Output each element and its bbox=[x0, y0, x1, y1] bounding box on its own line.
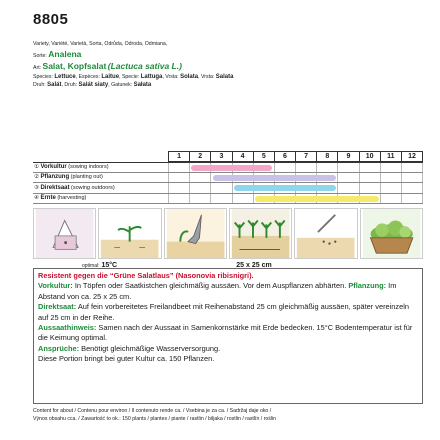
month-6: 6 bbox=[275, 151, 296, 162]
content-footer: Content for about / Contenu pour environ / Il contenuto rende ca. / Vsebina je za ca. / Sadržaj daje oko / Výnos obsahu cca. / Zawartość to ok.: 150 plants / plantes / piante / rastlin / biljaka / rostlin / rastlín / roślin bbox=[33, 408, 277, 422]
species-name: Salat, Kopfsalat bbox=[42, 60, 107, 71]
month-1: 1 bbox=[168, 151, 190, 162]
planting-trowel-icon bbox=[164, 208, 227, 259]
month-12: 12 bbox=[402, 151, 423, 162]
plant-spacing-icon bbox=[229, 208, 292, 259]
month-8: 8 bbox=[317, 151, 338, 162]
month-11: 11 bbox=[381, 151, 402, 162]
druh-row: Druh: Salát, Druh: Šalát siaty, Gatunek: Sałata bbox=[33, 82, 152, 89]
growing-instructions bbox=[33, 268, 423, 404]
seedling-pot-icon bbox=[98, 208, 161, 259]
variety-label: Variety, Variété, Varietà, Sorta, Odrůda, Odroda, Odmiana, bbox=[33, 41, 168, 47]
calendar-period-bar bbox=[234, 185, 336, 191]
month-2: 2 bbox=[190, 151, 211, 162]
calendar-period-bar bbox=[255, 196, 379, 202]
spacing-label: 25 x 25 cm bbox=[236, 262, 272, 269]
calendar-row-label: ① Vorkultur (sowing indoors) bbox=[34, 164, 109, 171]
temperature-note: optimal: 15°C bbox=[82, 262, 118, 269]
aussaat-text: Aussaathinweis: Samen nach der Aussaat in Samenkornstärke mit Erde bedecken. 15°C Bodentemperatur ist für die Keimung optimal. bbox=[38, 323, 413, 343]
calendar-row-label: ④ Ernte (harvesting) bbox=[34, 195, 87, 202]
calendar-row-label: ② Pflanzung (planting out) bbox=[34, 174, 103, 181]
variety-meta bbox=[33, 40, 423, 90]
calendar-row-label: ③ Direktsaat (sowing outdoors) bbox=[34, 184, 115, 191]
calendar-period-bar bbox=[191, 165, 272, 171]
sowing-indoors-icon bbox=[33, 208, 96, 259]
month-3: 3 bbox=[211, 151, 232, 162]
month-9: 9 bbox=[338, 151, 359, 162]
calendar-months bbox=[168, 151, 423, 162]
direktsaat-text: Direktsaat: Auf fein vorbereitetes Freilandbeet mit Reihenabstand 25 cm gleichmäßig aussäen, später vereinzeln auf 25 cm in der Reihe. bbox=[38, 302, 409, 322]
species-row: Species: Lettuce, Espèces: Laitue, Specie: Lattuga, Vrsta: Solata, Vrsta: Salata bbox=[33, 73, 234, 80]
optimal-temperature: 15°C bbox=[101, 262, 118, 269]
latin-name: (Lactuca sativa L.) bbox=[107, 60, 182, 71]
resistance-headline: Resistent gegen die “Grüne Salatlaus” (Nasonovia ribisnigri). bbox=[38, 271, 254, 280]
month-7: 7 bbox=[296, 151, 317, 162]
art-row: Art: Salat, Kopfsalat (Lactuca sativa L.) bbox=[33, 60, 182, 71]
harvest-basket-icon bbox=[360, 208, 423, 259]
calendar-row bbox=[33, 173, 423, 184]
vorkultur-text: Vorkultur: In Töpfen oder Saatkistchen gleichmäßig aussäen. Vor dem Auspflanzen abhärten. Pflanzung: Im Abstand von ca. 25 x 25 cm. bbox=[38, 281, 397, 301]
calendar-row bbox=[33, 162, 423, 173]
sorte-row: Sorte: Analena bbox=[33, 48, 82, 59]
calendar-row bbox=[33, 194, 423, 205]
direct-sowing-icon bbox=[294, 208, 357, 259]
calendar-rows bbox=[33, 162, 423, 204]
portion-text: Diese Portion bringt bei guter Kultur ca. 150 Pflanzen. bbox=[38, 354, 215, 364]
variety-name: Analena bbox=[48, 48, 82, 59]
month-4: 4 bbox=[233, 151, 254, 162]
month-10: 10 bbox=[360, 151, 381, 162]
calendar-row bbox=[33, 183, 423, 194]
packet-number: 8805 bbox=[33, 11, 69, 28]
sowing-calendar bbox=[33, 151, 423, 204]
month-5: 5 bbox=[254, 151, 275, 162]
ansprueche-text: Ansprüche: Benötigt gleichmäßige Wasserversorgung. bbox=[38, 343, 221, 353]
instruction-illustrations bbox=[33, 208, 423, 259]
calendar-period-bar bbox=[213, 175, 337, 181]
